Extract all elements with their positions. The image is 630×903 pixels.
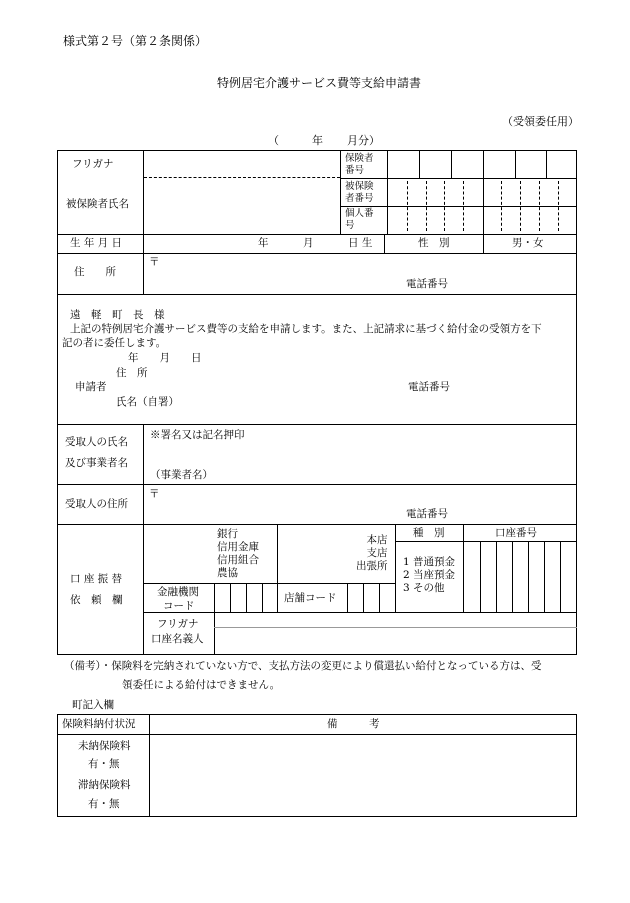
notes-field[interactable] (150, 735, 576, 816)
period-open: （ (268, 134, 279, 147)
account-number-header: 口座番号 (495, 527, 537, 539)
furigana-field[interactable] (144, 151, 340, 177)
institution-code-field[interactable] (215, 584, 277, 611)
holder-furigana-field[interactable] (215, 613, 576, 627)
declaration-line2: 記の者に委任します。 (62, 337, 167, 349)
branch-name-field[interactable] (278, 525, 348, 583)
gender-label: 性 別 (418, 237, 450, 249)
form-number: 様式第２号（第２条関係） (63, 34, 208, 48)
furigana-label: フリガナ (72, 158, 114, 170)
remarks-line2: 領委任による給付はできません。 (122, 679, 281, 691)
birth-day: 日 生 (348, 237, 373, 249)
payment-status-header: 保険料納付状況 (62, 718, 136, 730)
insured-number-field[interactable] (388, 179, 576, 206)
recipient-address-label: 受取人の住所 (65, 498, 128, 510)
period-month: 月分） (347, 134, 380, 147)
recipient-phone-label: 電話番号 (406, 508, 448, 520)
bank-type-list[interactable]: 銀行 信用金庫 信用組合 農協 (217, 528, 259, 580)
insurer-number-field[interactable] (388, 151, 576, 178)
insured-name-field[interactable] (144, 178, 340, 233)
recipient-postal-mark: 〒 (149, 488, 160, 500)
holder-name-field[interactable] (215, 628, 576, 654)
period-year: 年 (312, 134, 323, 147)
recipient-address-field[interactable] (144, 485, 576, 523)
personal-number-label: 個人番 号 (345, 208, 374, 231)
account-type-options[interactable]: 1 普通預金 2 当座預金 3 その他 (403, 556, 456, 595)
insured-number-label: 被保険 者番号 (345, 181, 374, 204)
branch-type-list[interactable]: 本店 支店 出張所 (356, 534, 388, 573)
gender-value[interactable]: 男・女 (512, 237, 544, 249)
declaration-line1: 上記の特例居宅介護サービス費等の支給を申請します。また、上記請求に基づく給付金の受領方を下 (70, 323, 542, 335)
applicant-label: 申請者 (75, 381, 107, 393)
application-date[interactable]: 年 月 日 (128, 352, 202, 364)
delinquent-label: 滞納保険料 (78, 779, 131, 791)
bank-name-field[interactable] (144, 525, 214, 583)
insured-name-label: 被保険者氏名 (66, 198, 129, 210)
branch-code-field[interactable] (348, 584, 395, 611)
holder-name-label: 口座名義人 (151, 633, 204, 645)
birthdate-field[interactable] (144, 235, 384, 252)
holder-furigana-label: フリガナ (157, 618, 199, 630)
signature-note: ※署名又は記名押印 (150, 429, 245, 441)
delinquent-value[interactable]: 有・無 (88, 798, 120, 810)
business-name-label: （事業者名） (150, 469, 213, 481)
insurer-number-label: 保険者 番号 (345, 153, 374, 176)
recipient-name-label-2: 及び事業者名 (65, 457, 128, 469)
birthdate-label: 生 年 月 日 (70, 237, 123, 249)
notes-header: 備 考 (327, 718, 380, 730)
account-type-header: 種 別 (413, 527, 445, 539)
form-title: 特例居宅介護サービス費等支給申請書 (217, 76, 422, 90)
town-section-heading: 町記入欄 (72, 699, 114, 711)
bank-section-label-2: 依 頼 欄 (70, 594, 123, 606)
form-subtitle: （受領委任用） (502, 115, 579, 128)
address-field[interactable] (144, 254, 576, 293)
remarks-line1: （備考）・保険料を完納されていない方で、支払方法の変更により償還払い給付となっている方は、受 (64, 660, 542, 672)
institution-code-label: 金融機関 コード (157, 586, 199, 612)
personal-number-field[interactable] (388, 207, 576, 234)
recipient-name-field[interactable] (144, 443, 576, 467)
branch-code-label: 店舗コード (284, 592, 337, 604)
unpaid-label: 未納保険料 (78, 740, 131, 752)
applicant-phone-label: 電話番号 (408, 381, 450, 393)
unpaid-value[interactable]: 有・無 (88, 758, 120, 770)
phone-label: 電話番号 (406, 278, 448, 290)
applicant-address-label: 住 所 (116, 367, 148, 379)
recipient-name-label-1: 受取人の氏名 (65, 436, 128, 448)
applicant-name-label: 氏名（自署） (116, 396, 179, 408)
postal-mark: 〒 (149, 256, 160, 268)
bank-section-label-1: 口 座 振 替 (70, 573, 123, 585)
address-label: 住 所 (74, 266, 116, 278)
birth-month: 月 (303, 237, 314, 249)
account-number-field[interactable] (464, 542, 576, 611)
birth-year: 年 (258, 237, 269, 249)
addressee: 遠 軽 町 長 様 (70, 309, 165, 321)
